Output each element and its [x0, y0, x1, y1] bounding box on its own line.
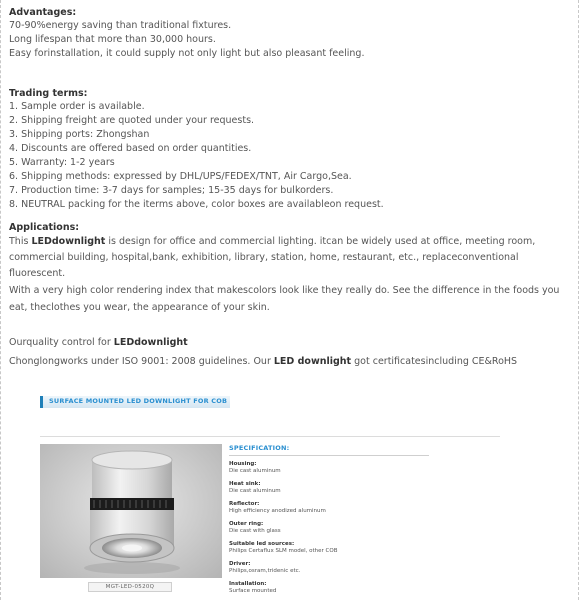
spec-label: Outer ring:	[229, 521, 264, 527]
applications-paragraph: This LEDdownlight is design for office and commercial lighting. itcan be widely used at office, meeting room, commercial building, hospital,bank, exhibition, library, station, home, restaurant, etc., replaceconventional fluorescent.	[9, 236, 536, 279]
advantages-section	[9, 6, 569, 61]
specification-title: SPECIFICATION:	[229, 444, 290, 452]
spec-item	[229, 481, 429, 495]
quality-line: Ourquality control for LEDdownlight	[9, 337, 188, 348]
applications-heading: Applications:	[9, 222, 80, 233]
trading-term: 7. Production time: 3-7 days for samples; 15-35 days for bulkorders.	[9, 185, 334, 196]
spec-value: High efficiency anodized aluminum	[229, 508, 326, 514]
spec-label: Heat sink:	[229, 481, 261, 487]
spec-label: Driver:	[229, 561, 251, 567]
spec-item	[229, 581, 429, 595]
spec-value: Philips,osram,tridenic etc.	[229, 568, 301, 574]
spec-item	[229, 561, 429, 575]
trading-term: 8. NEUTRAL packing for the iterms above, color boxes are availableon request.	[9, 199, 384, 210]
model-label: MGT-LED-0520Q	[88, 582, 172, 592]
advantages-line: Long lifespan that more than 30,000 hours.	[9, 34, 216, 45]
product-keyword: LEDdownlight	[31, 236, 106, 247]
spec-label: Installation:	[229, 581, 267, 587]
spec-value: Die cast aluminum	[229, 488, 281, 494]
advantages-heading: Advantages:	[9, 7, 77, 18]
trading-term: 5. Warranty: 1-2 years	[9, 157, 115, 168]
advantages-line: 70-90%energy saving than traditional fixtures.	[9, 20, 232, 31]
spec-label: Housing:	[229, 461, 257, 467]
advantages-line: Easy forinstallation, it could supply not only light but also pleasant feeling.	[9, 48, 365, 59]
trading-term: 4. Discounts are offered based on order quantities.	[9, 143, 252, 154]
trading-term: 2. Shipping freight are quoted under your requests.	[9, 115, 255, 126]
spec-label: Reflector:	[229, 501, 260, 507]
divider	[40, 436, 500, 437]
spec-label: Suitable led sources:	[229, 541, 295, 547]
trading-terms-heading: Trading terms:	[9, 88, 88, 99]
spec-value: Surface mounted	[229, 588, 277, 594]
product-banner: SURFACE MOUNTED LED DOWNLIGHT FOR COB	[40, 396, 230, 408]
quality-line: Chonglongworks under ISO 9001: 2008 guidelines. Our LED downlight got certificatesincluding CE&RoHS	[9, 356, 518, 367]
spec-value: Philips Certaflux SLM model, other COB	[229, 548, 338, 554]
spec-item	[229, 541, 429, 555]
trading-term: 6. Shipping methods: expressed by DHL/UPS/FEDEX/TNT, Air Cargo,Sea.	[9, 171, 352, 182]
trading-term: 3. Shipping ports: Zhongshan	[9, 129, 150, 140]
spec-value: Die cast with glass	[229, 528, 281, 534]
product-photo	[40, 444, 222, 578]
trading-term: 1. Sample order is available.	[9, 101, 145, 112]
applications-paragraph: With a very high color rendering index that makescolors look like they really do. See the difference in the foods you eat, theclothes you wear, the appearance of your skin.	[9, 285, 560, 313]
spec-value: Die cast aluminum	[229, 468, 281, 474]
applications-section	[9, 221, 569, 316]
spec-item	[229, 461, 429, 475]
product-description	[9, 6, 569, 369]
specification-panel	[229, 444, 429, 600]
spec-item	[229, 501, 429, 515]
divider	[229, 455, 429, 456]
product-keyword: LED downlight	[273, 356, 352, 367]
product-keyword: LEDdownlight	[113, 337, 188, 348]
quality-section	[9, 336, 569, 369]
spec-item	[229, 521, 429, 535]
downlight-image	[40, 444, 222, 578]
trading-terms-section	[9, 87, 569, 212]
